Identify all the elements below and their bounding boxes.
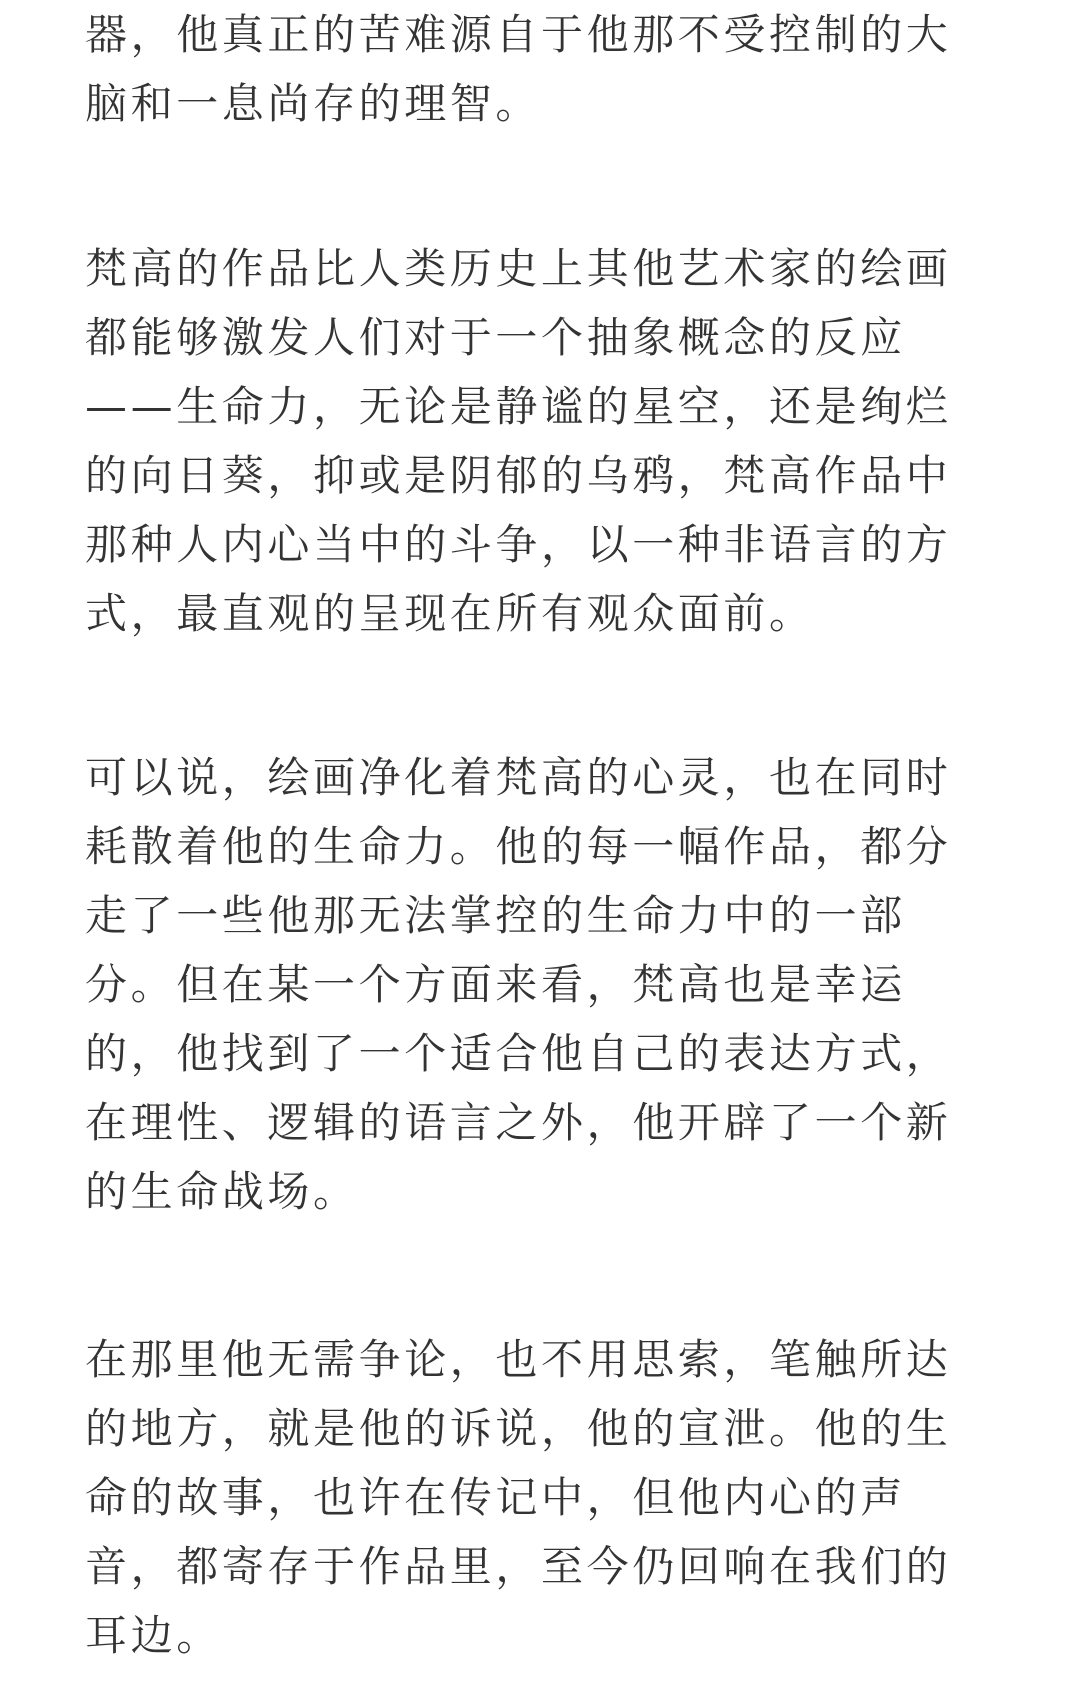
text-line: 在那里他无需争论，也不用思索，笔触所达 [85, 1335, 952, 1384]
text-line: 式，最直观的呈现在所有观众面前。 [85, 589, 815, 638]
text-line: 那种人内心当中的斗争，以一种非语言的方 [85, 520, 952, 569]
text-line: 在理性、逻辑的语言之外，他开辟了一个新 [85, 1098, 952, 1147]
text-line: 耗散着他的生命力。他的每一幅作品，都分 [85, 822, 952, 871]
text-line: 分。但在某一个方面来看，梵高也是幸运 [85, 960, 906, 1009]
text-line: 走了一些他那无法掌控的生命力中的一部 [85, 891, 906, 940]
text-line: 器，他真正的苦难源自于他那不受控制的大 [85, 10, 952, 59]
text-line: ——生命力，无论是静谧的星空，还是绚烂 [85, 382, 952, 431]
text-line: 命的故事，也许在传记中，但他内心的声 [85, 1473, 906, 1522]
text-line: 的生命战场。 [85, 1167, 359, 1216]
article-body [85, 0, 999, 1670]
paragraph-2 [85, 234, 999, 648]
text-line: 的，他找到了一个适合他自己的表达方式， [85, 1029, 952, 1078]
text-line: 可以说，绘画净化着梵高的心灵，也在同时 [85, 753, 952, 802]
paragraph-4 [85, 1325, 999, 1670]
text-line: 脑和一息尚存的理智。 [85, 79, 542, 128]
text-line: 的地方，就是他的诉说，他的宣泄。他的生 [85, 1404, 952, 1453]
text-line: 的向日葵，抑或是阴郁的乌鸦，梵高作品中 [85, 451, 952, 500]
paragraph-3 [85, 743, 999, 1226]
text-line: 耳边。 [85, 1611, 222, 1660]
text-line: 梵高的作品比人类历史上其他艺术家的绘画 [85, 244, 952, 293]
text-line: 都能够激发人们对于一个抽象概念的反应 [85, 313, 906, 362]
text-line: 音，都寄存于作品里，至今仍回响在我们的 [85, 1542, 952, 1591]
paragraph-1 [85, 0, 999, 138]
